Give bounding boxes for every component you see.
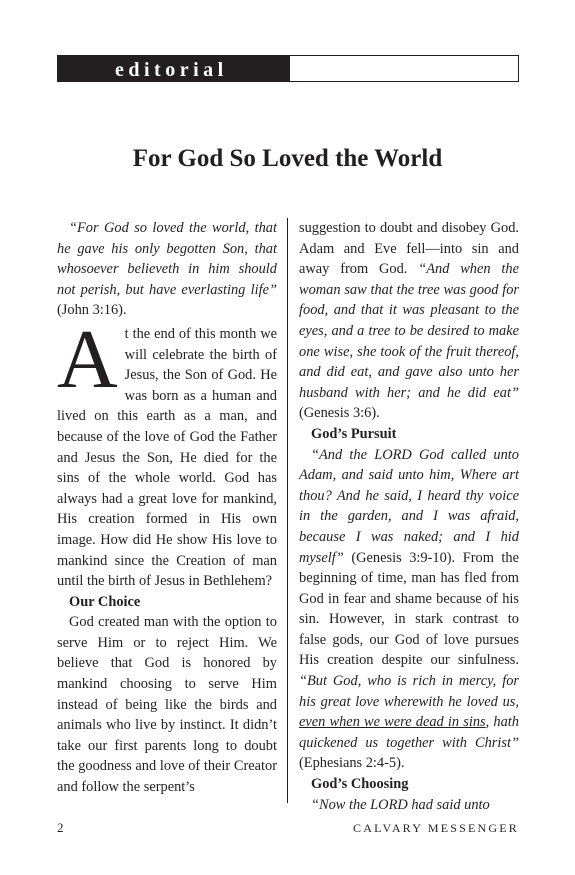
left-column	[57, 218, 277, 798]
article-title: For God So Loved the World	[132, 145, 443, 172]
banner-label: editorial	[115, 59, 228, 81]
opening-verse	[57, 218, 277, 321]
ephesians-quote-underlined: even when we were dead in sins	[299, 714, 486, 731]
editorial-banner	[57, 55, 519, 82]
pursuit-quote: “And the LORD God called unto Adam, and said unto him, Where art thou? And he said, I heard thy voice in the garden, and I was afraid, because I was naked; and I hid myself”	[299, 446, 519, 566]
choosing-paragraph	[299, 795, 519, 816]
choice-continued	[299, 218, 519, 424]
opening-verse-ref: (John 3:16).	[57, 302, 127, 319]
intro-paragraph	[57, 312, 277, 592]
ephesians-ref: (Ephesians 2:4-5).	[299, 755, 405, 772]
pursuit-ref: (Genesis 3:9-10).	[343, 549, 463, 566]
heading-gods-pursuit: God’s Pursuit	[311, 425, 397, 442]
banner-black-bar	[58, 56, 290, 81]
heading-our-choice: Our Choice	[69, 593, 141, 610]
opening-verse-text: “For God so loved the world, that he gave his only begotten Son, that whosoever believeth in him should not perish, but have everlasting life”	[57, 220, 277, 298]
right-column	[299, 218, 519, 815]
intro-text: t the end of this month we will celebrate the birth of Jesus, the Son of God. He was born as a human and lived on this earth as a man, and because of the love of God the Father and Jesus the Son, He died for the sins of the whole world. God has always had a great love for mankind, His creation formed in His own image. How did He show His love to mankind since the Creation of man until the birth of Jesus in Bethlehem?	[57, 325, 277, 590]
magazine-name: CALVARY MESSENGER	[353, 821, 519, 835]
genesis-quote: “And when the woman saw that the tree was good for food, and that it was pleasant to the eyes, and a tree to be desired to make one wise, she took of the fruit thereof, and did eat, and gave also unto her husband with her; and he did eat”	[299, 261, 519, 401]
choice-cont-text: suggestion to doubt and disobey God. Adam and Eve fell—into sin and away from God.	[299, 220, 519, 278]
ephesians-quote-1: “But God, who is rich in mercy, for his great love wherewith he loved us,	[299, 673, 519, 710]
column-divider	[287, 218, 288, 803]
genesis-ref: (Genesis 3:6).	[299, 405, 380, 422]
pursuit-paragraph	[299, 445, 519, 775]
ephesians-quote-2: , hath quickened us together with Christ”	[299, 714, 519, 751]
page-number: 2	[57, 820, 64, 835]
choosing-quote: “Now the LORD had said unto	[311, 796, 490, 813]
heading-gods-choosing: God’s Choosing	[311, 776, 409, 793]
choice-paragraph: God created man with the option to serve Him or to reject Him. We believe that God is honored by mankind choosing to serve Him instead of being like the birds and animals who live by instinct. It didn’t take our first parents long to doubt the goodness and love of their Creator and follow the serpent’s	[57, 614, 277, 796]
pursuit-text: From the beginning of time, man has fled from God in fear and shame because of his sin. However, in stark contrast to false gods, our God of love pursues His creation despite our sinfulness.	[299, 549, 519, 669]
drop-cap: A	[57, 312, 118, 406]
